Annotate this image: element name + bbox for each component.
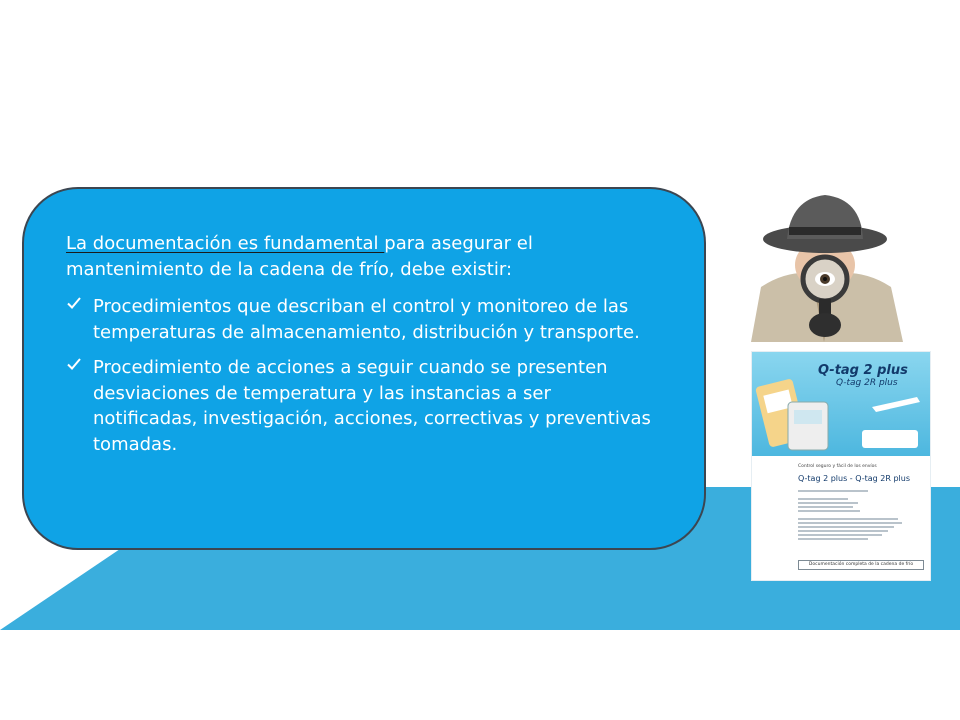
divider [798,526,894,528]
divider [798,490,868,492]
divider [798,498,848,500]
intro-rest: para asegurar el mantenimiento de la cadena de frío, debe existir: [66,233,533,280]
info-callout [22,187,706,550]
brochure-image [751,351,931,581]
brochure-title-2: Q-tag 2R plus [836,378,898,388]
divider [798,530,888,532]
checkmark-icon [66,295,82,311]
brochure-title: Q-tag 2 plus [818,363,908,378]
detective-photo [721,187,928,342]
checkmark-icon [66,356,82,372]
bullet-list [66,294,660,457]
divider [798,510,860,512]
brochure-subtitle: Q-tag 2 plus - Q-tag 2R plus [798,474,911,483]
brochure-header: Control seguro y fácil de los envíos [798,464,877,469]
device-icon [752,352,930,456]
divider [798,522,902,524]
brochure-footer: Documentación completa de la cadena de frío [798,560,924,570]
divider [798,506,853,508]
list-item [66,294,660,345]
intro-underlined: La documentación es fundamental [66,233,385,254]
divider [798,538,868,540]
divider [798,534,882,536]
divider [798,518,898,520]
brochure-cover [752,352,930,456]
divider [798,502,858,504]
bullet-text: Procedimiento de acciones a seguir cuando se presenten desviaciones de temperatura y las instancias a ser notificadas, investigación, acciones, correctivas y preventivas tomadas. [93,357,651,455]
intro-text [66,231,660,282]
list-item [66,355,660,457]
bullet-text: Procedimientos que describan el control y monitoreo de las temperaturas de almacenamiento, distribución y transporte. [93,296,640,343]
